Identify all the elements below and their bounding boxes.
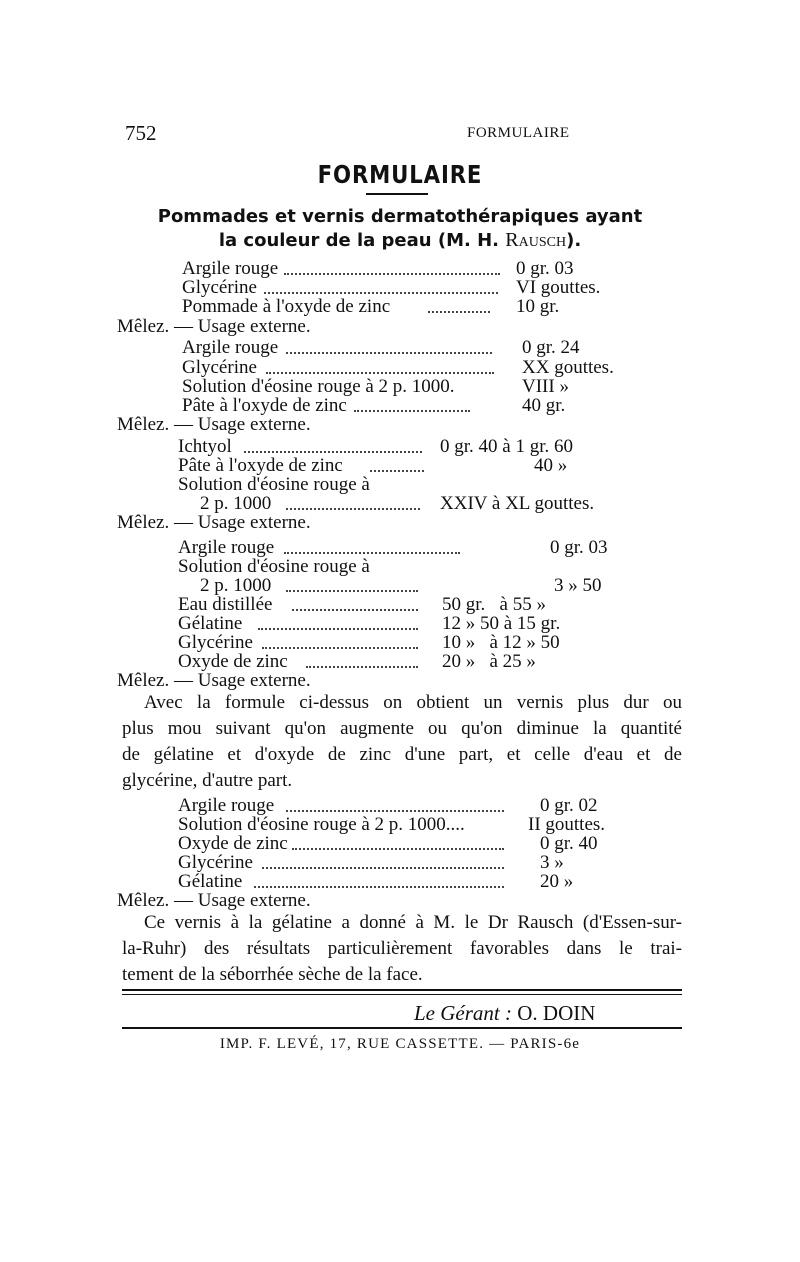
- quantity: 12 » 50 à 15 gr.: [442, 613, 561, 634]
- ingredient: Solution d'éosine rouge à 2 p. 1000....: [178, 814, 465, 835]
- page-title: FORMULAIRE: [317, 160, 483, 189]
- leader-dots: [286, 810, 504, 812]
- leader-dots: [306, 666, 418, 668]
- footer-rule-top: [122, 989, 682, 991]
- ingredient: 2 p. 1000: [200, 575, 272, 596]
- leader-dots: [354, 410, 470, 412]
- paragraph-line: Avec la formule ci-dessus on obtient un vernis plus dur ou: [144, 692, 682, 713]
- quantity: 20 »: [540, 871, 574, 892]
- quantity: XXIV à XL gouttes.: [440, 493, 595, 514]
- ingredient: 2 p. 1000: [200, 493, 272, 514]
- quantity: 50 gr. à 55 »: [442, 594, 546, 615]
- ingredient: Glycérine: [178, 852, 253, 873]
- ingredient: Gélatine: [178, 613, 243, 634]
- quantity: II gouttes.: [528, 814, 606, 835]
- formula-line: [182, 296, 632, 318]
- formula-line: [182, 337, 632, 359]
- running-header: [125, 121, 680, 145]
- quantity: VIII »: [522, 376, 569, 397]
- ingredient: Oxyde de zinc: [178, 833, 288, 854]
- printer-imprint: IMP. F. LEVÉ, 17, RUE CASSETTE. — PARIS-6e: [219, 1036, 581, 1052]
- paragraph-line: glycérine, d'autre part.: [122, 770, 293, 791]
- quantity: 20 » à 25 »: [442, 651, 536, 672]
- ingredient: Pommade à l'oxyde de zinc: [182, 296, 391, 317]
- leader-dots: [286, 508, 420, 510]
- gerant-name: O. DOIN: [517, 1001, 596, 1025]
- leader-dots: [286, 352, 492, 354]
- quantity: 10 gr.: [516, 296, 560, 317]
- paragraph-2: [122, 910, 682, 988]
- ingredient: Argile rouge: [182, 337, 279, 358]
- heading-author: Rausch: [505, 229, 567, 251]
- section-heading-line2: [0, 229, 800, 252]
- gerant-label: Le Gérant :: [414, 1001, 512, 1025]
- quantity: 0 gr. 40: [540, 833, 598, 854]
- quantity: 0 gr. 03: [516, 258, 574, 279]
- ingredient: Glycérine: [182, 357, 257, 378]
- usage-note: Mêlez. — Usage externe.: [117, 316, 311, 337]
- title-rule: [366, 193, 428, 195]
- leader-dots: [428, 311, 490, 313]
- leader-dots: [264, 292, 498, 294]
- leader-dots: [262, 647, 418, 649]
- quantity: 40 »: [534, 455, 568, 476]
- paragraph-line: Ce vernis à la gélatine a donné à M. le Dr Rausch (d'Essen-sur-: [144, 912, 682, 933]
- quantity: 3 » 50: [554, 575, 602, 596]
- ingredient: Argile rouge: [178, 795, 275, 816]
- quantity: 0 gr. 40 à 1 gr. 60: [440, 436, 573, 457]
- section-heading-line1: Pommades et vernis dermatothérapiques ayant: [157, 206, 643, 227]
- quantity: 0 gr. 03: [550, 537, 608, 558]
- ingredient: Argile rouge: [182, 258, 279, 279]
- ingredient: Ichtyol: [178, 436, 232, 457]
- quantity: VI gouttes.: [516, 277, 601, 298]
- quantity: 0 gr. 02: [540, 795, 598, 816]
- quantity: 40 gr.: [522, 395, 566, 416]
- paragraph-line: tement de la séborrhée sèche de la face.: [122, 964, 423, 985]
- leader-dots: [254, 886, 504, 888]
- usage-note: Mêlez. — Usage externe.: [117, 890, 311, 911]
- quantity: 10 » à 12 » 50: [442, 632, 560, 653]
- ingredient: Solution d'éosine rouge à 2 p. 1000.: [182, 376, 455, 397]
- paragraph-line: de gélatine et d'oxyde de zinc d'une part, et celle d'eau et de: [122, 744, 682, 765]
- leader-dots: [286, 590, 418, 592]
- footer-rule-top-thin: [122, 994, 682, 995]
- leader-dots: [292, 848, 504, 850]
- heading-suffix: ).: [566, 230, 582, 251]
- ingredient: Gélatine: [178, 871, 243, 892]
- leader-dots: [266, 372, 494, 374]
- paragraph-line: plus mou suivant qu'on augmente ou qu'on diminue la quantité: [122, 718, 682, 739]
- usage-note: Mêlez. — Usage externe.: [117, 414, 311, 435]
- footer-rule-bottom: [122, 1027, 682, 1029]
- leader-dots: [258, 628, 418, 630]
- quantity: 0 gr. 24: [522, 337, 580, 358]
- running-title: FORMULAIRE: [467, 125, 570, 141]
- leader-dots: [284, 273, 500, 275]
- leader-dots: [292, 609, 418, 611]
- ingredient: Eau distillée: [178, 594, 273, 615]
- leader-dots: [244, 451, 422, 453]
- leader-dots: [262, 867, 504, 869]
- quantity: 3 »: [540, 852, 564, 873]
- ingredient: Solution d'éosine rouge à: [178, 556, 370, 577]
- ingredient: Argile rouge: [178, 537, 275, 558]
- ingredient: Solution d'éosine rouge à: [178, 474, 370, 495]
- ingredient: Glycérine: [182, 277, 257, 298]
- usage-note: Mêlez. — Usage externe.: [117, 670, 311, 691]
- usage-note: Mêlez. — Usage externe.: [117, 512, 311, 533]
- ingredient: Pâte à l'oxyde de zinc: [178, 455, 343, 476]
- ingredient: Oxyde de zinc: [178, 651, 288, 672]
- leader-dots: [370, 470, 424, 472]
- page-number: 752: [125, 121, 157, 145]
- paragraph-1: [122, 690, 682, 794]
- ingredient: Pâte à l'oxyde de zinc: [182, 395, 347, 416]
- gerant-signature: [414, 1001, 595, 1026]
- quantity: XX gouttes.: [522, 357, 614, 378]
- paragraph-line: la-Ruhr) des résultats particulièrement favorables dans le trai-: [122, 938, 682, 959]
- leader-dots: [284, 552, 460, 554]
- ingredient: Glycérine: [178, 632, 253, 653]
- heading-prefix: la couleur de la peau (M. H.: [218, 230, 500, 251]
